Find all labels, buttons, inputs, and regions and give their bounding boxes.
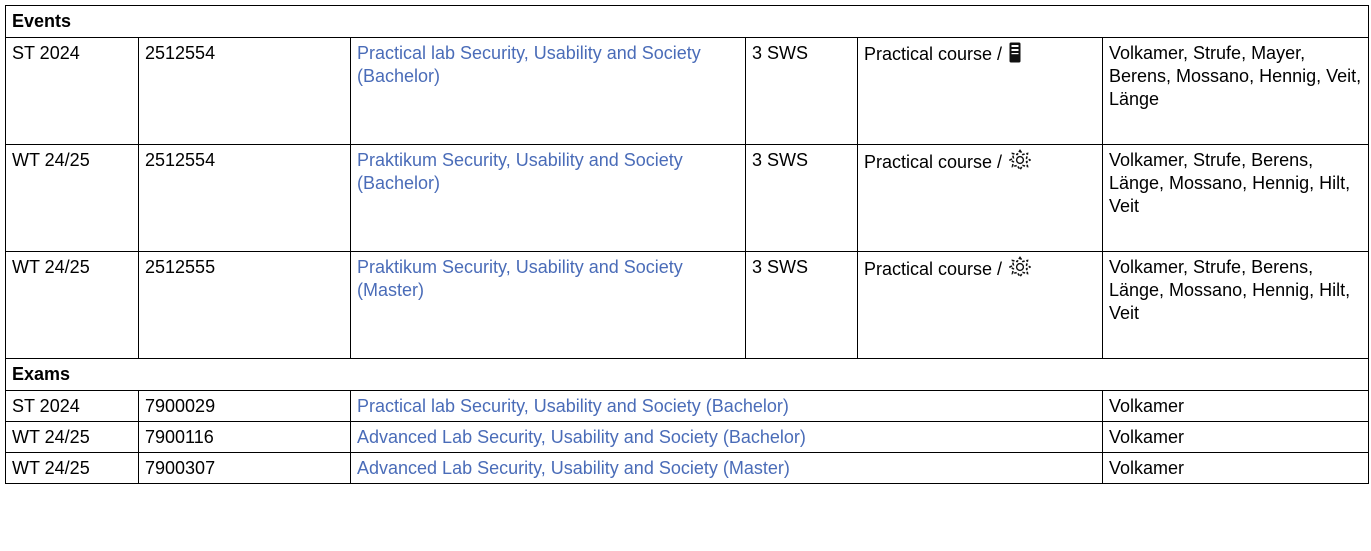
exam-number: 7900307 [139,453,351,484]
event-number: 2512554 [139,38,351,145]
exams-section-row [6,359,1369,391]
exam-examiner: Volkamer [1103,453,1369,484]
table-row [6,422,1369,453]
table-row [6,453,1369,484]
online-offline-mixed-icon [1009,149,1031,177]
event-type: Practical course / [864,44,1008,64]
table-row [6,145,1369,252]
table-row [6,38,1369,145]
courses-table [5,5,1369,484]
events-section-row [6,6,1369,38]
exam-examiner: Volkamer [1103,391,1369,422]
exam-examiner: Volkamer [1103,422,1369,453]
exam-term: WT 24/25 [6,453,139,484]
exam-term: WT 24/25 [6,422,139,453]
online-offline-mixed-icon [1009,256,1031,284]
event-sws: 3 SWS [746,145,858,252]
event-lecturers: Volkamer, Strufe, Berens, Länge, Mossano, Hennig, Hilt, Veit [1103,252,1369,359]
exam-title-link[interactable]: Practical lab Security, Usability and Society (Bachelor) [357,396,789,416]
exam-number: 7900029 [139,391,351,422]
table-row [6,391,1369,422]
event-sws: 3 SWS [746,252,858,359]
event-type-cell [858,145,1103,252]
exam-term: ST 2024 [6,391,139,422]
event-type-cell [858,252,1103,359]
event-term: ST 2024 [6,38,139,145]
exams-heading: Exams [6,359,1369,391]
exam-title-cell [351,391,1103,422]
event-term: WT 24/25 [6,145,139,252]
event-title-cell [351,38,746,145]
event-lecturers: Volkamer, Strufe, Berens, Länge, Mossano, Hennig, Hilt, Veit [1103,145,1369,252]
exam-title-link[interactable]: Advanced Lab Security, Usability and Society (Master) [357,458,790,478]
event-title-cell [351,145,746,252]
event-type-cell [858,38,1103,145]
event-type: Practical course / [864,152,1008,172]
exam-title-cell [351,422,1103,453]
event-term: WT 24/25 [6,252,139,359]
event-title-link[interactable]: Praktikum Security, Usability and Society (Bachelor) [357,150,683,193]
event-sws: 3 SWS [746,38,858,145]
event-title-cell [351,252,746,359]
exam-title-cell [351,453,1103,484]
event-lecturers: Volkamer, Strufe, Mayer, Berens, Mossano, Hennig, Veit, Länge [1103,38,1369,145]
event-title-link[interactable]: Practical lab Security, Usability and Society (Bachelor) [357,43,701,86]
exam-number: 7900116 [139,422,351,453]
event-number: 2512555 [139,252,351,359]
event-type: Practical course / [864,259,1008,279]
events-heading: Events [6,6,1369,38]
computer-tower-icon [1009,42,1021,69]
event-number: 2512554 [139,145,351,252]
event-title-link[interactable]: Praktikum Security, Usability and Society (Master) [357,257,683,300]
table-row [6,252,1369,359]
exam-title-link[interactable]: Advanced Lab Security, Usability and Society (Bachelor) [357,427,806,447]
